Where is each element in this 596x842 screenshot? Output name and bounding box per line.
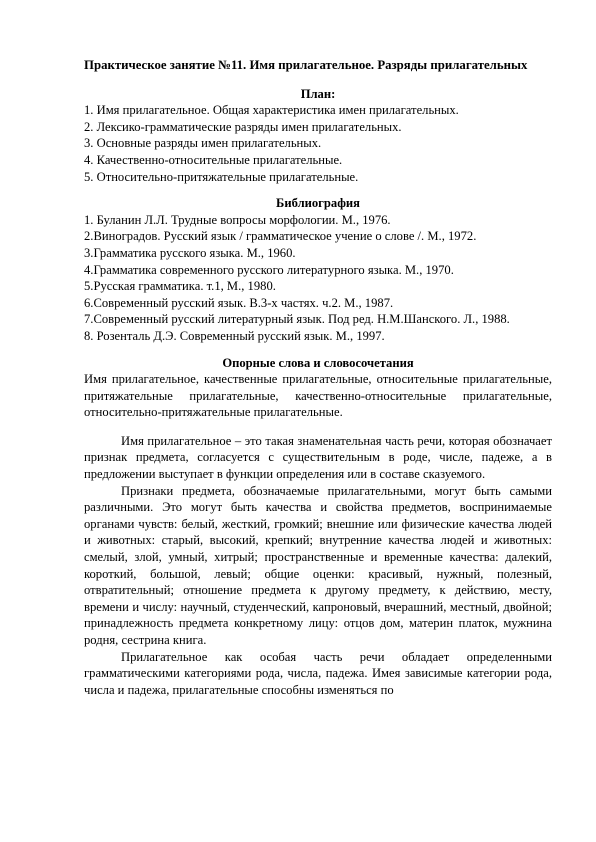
plan-list: [84, 102, 552, 185]
bibliography-item: 4.Грамматика современного русского литературного языка. М., 1970.: [84, 262, 454, 277]
bibliography-item: 1. Буланин Л.Л. Трудные вопросы морфологии. М., 1976.: [84, 212, 391, 227]
plan-item: 2. Лексико-грамматические разряды имен прилагательных.: [84, 119, 402, 134]
plan-item: 3. Основные разряды имен прилагательных.: [84, 136, 322, 151]
body-paragraph: Признаки предмета, обозначаемые прилагательными, могут быть самыми различными. Это могут быть качества и свойства предметов, воспринимаемые органами чувств: белый, жесткий, громкий; внешние или физические качества людей и животных: старый, высокий, крепкий; внутренние качества людей и животных: смелый, злой, умный, хитрый; пространственные и временные качества: далекий, короткий, большой, левый; общие оценки: красивый, нужный, полезный, отвратительный; отношение предмета к другому предмету, к действию, месту, времени и числу: научный, студенческий, капроновый, вчерашний, местный, двойной; принадлежность предмета конкретному лицу: отцов дом, материн платок, мужнина родня, сестрина книга.: [84, 483, 552, 647]
plan-heading: План:: [300, 86, 336, 101]
keywords-heading: Опорные слова и словосочетания: [222, 355, 414, 370]
bibliography-item: 7.Современный русский литературный язык. Под ред. Н.М.Шанского. Л., 1988.: [84, 312, 510, 327]
bibliography-list: [84, 212, 552, 345]
plan-item: 5. Относительно-притяжательные прилагательные.: [84, 169, 359, 184]
plan-item: 4. Качественно-относительные прилагательные.: [84, 152, 343, 167]
bibliography-item: 8. Розенталь Д.Э. Современный русский язык. М., 1997.: [84, 328, 385, 343]
plan-item: 1. Имя прилагательное. Общая характеристика имен прилагательных.: [84, 103, 459, 118]
bibliography-item: 3.Грамматика русского языка. М., 1960.: [84, 245, 296, 260]
bibliography-item: 2.Виноградов. Русский язык / грамматическое учение о слове /. М., 1972.: [84, 229, 477, 244]
body-paragraph: Прилагательное как особая часть речи обладает определенными грамматическими категориями рода, числа, падежа. Имея зависимые категории рода, числа и падежа, прилагательные способны изменяться по: [84, 649, 552, 697]
keywords-text: Имя прилагательное, качественные прилагательные, относительные прилагательные, притяжательные прилагательные, качественно-относительные прилагательные, относительно-притяжательные прилагательные.: [84, 372, 552, 420]
page-title: Практическое занятие №11. Имя прилагательное. Разряды прилагательных: [84, 58, 528, 72]
bibliography-heading: Библиография: [276, 196, 360, 211]
body-paragraph: Имя прилагательное – это такая знаменательная часть речи, которая обозначает признак предмета, согласуется с существительным в роде, числе, падеже, а в предложении выступает в функции определения или в составе сказуемого.: [84, 433, 552, 482]
bibliography-item: 5.Русская грамматика. т.1, М., 1980.: [84, 279, 276, 294]
bibliography-item: 6.Современный русский язык. В.3-х частях. ч.2. М., 1987.: [84, 295, 394, 310]
